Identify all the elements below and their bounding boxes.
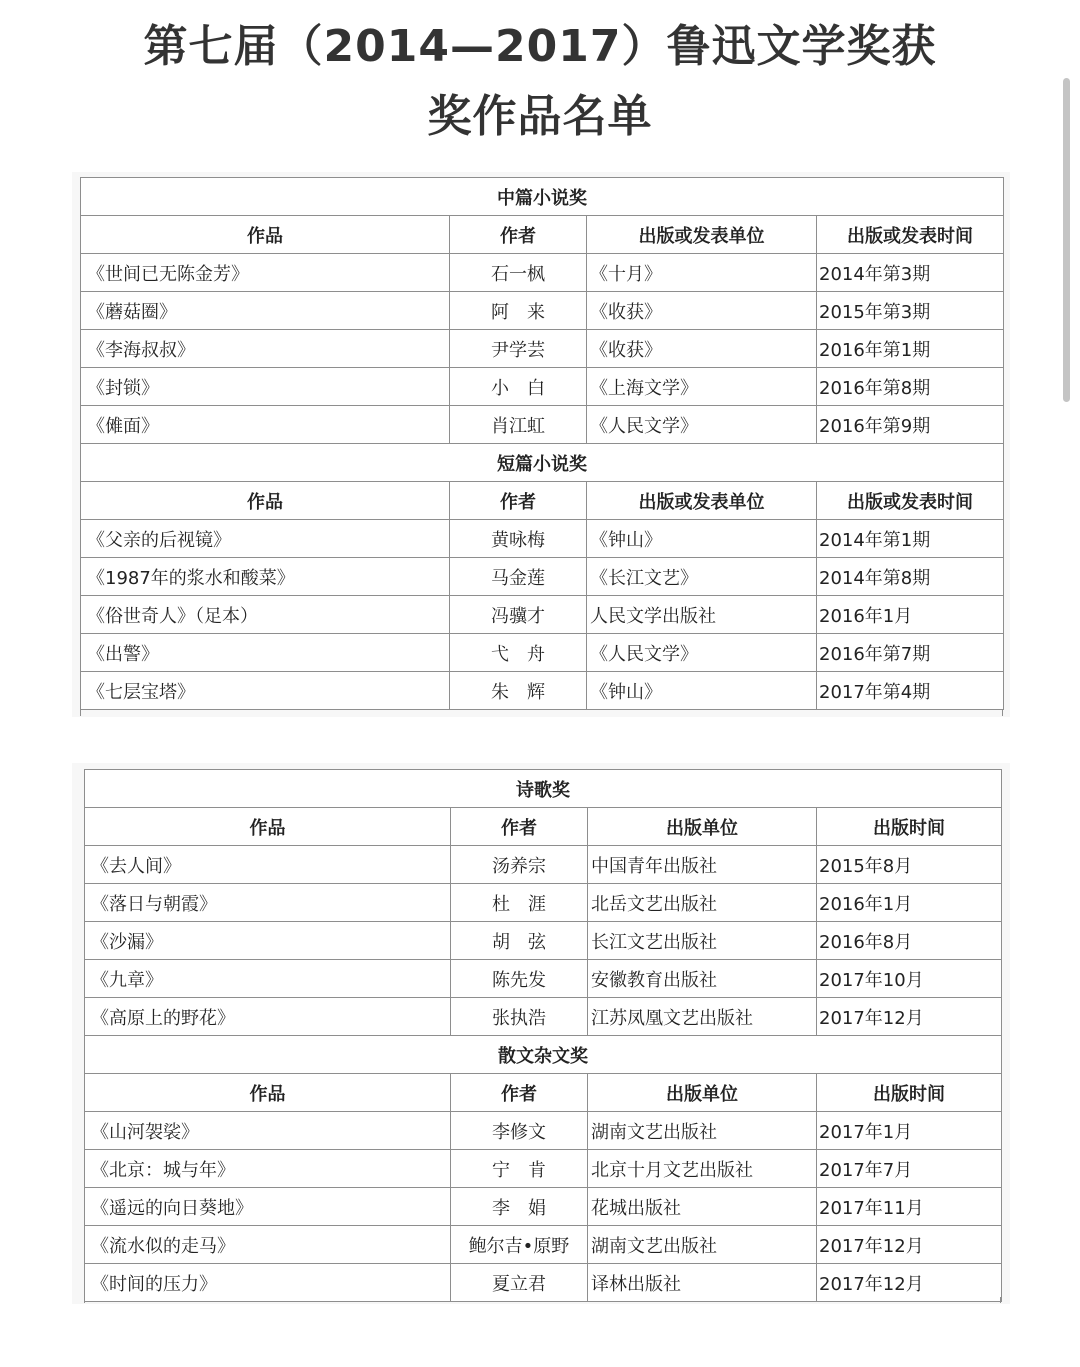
cell-work: 《九章》 [85,960,451,998]
cell-date: 2014年第1期 [817,520,1004,558]
table-row [81,634,1004,672]
cell-publisher: 北京十月文艺出版社 [588,1150,817,1188]
award-table-1 [80,177,1004,710]
header-author: 作者 [450,482,587,520]
cell-date: 2016年第8期 [817,368,1004,406]
cell-work: 《山河袈裟》 [85,1112,451,1150]
cell-author: 黄咏梅 [450,520,587,558]
cell-work: 《俗世奇人》（足本） [81,596,450,634]
cell-date: 2014年第3期 [817,254,1004,292]
header-date: 出版或发表时间 [817,482,1004,520]
header-work: 作品 [85,1074,451,1112]
cell-publisher: 湖南文艺出版社 [588,1112,817,1150]
header-author: 作者 [451,808,588,846]
cell-publisher: 北岳文艺出版社 [588,884,817,922]
cell-date: 2016年第7期 [817,634,1004,672]
table-row [81,254,1004,292]
cell-author: 马金莲 [450,558,587,596]
cell-date: 2016年第1期 [817,330,1004,368]
section-title-row [85,1036,1002,1074]
cell-author: 冯骥才 [450,596,587,634]
table-row [85,1112,1002,1150]
header-publisher: 出版或发表单位 [587,482,817,520]
cell-publisher: 中国青年出版社 [588,846,817,884]
table-row [81,406,1004,444]
header-author: 作者 [450,216,587,254]
cell-date: 2017年1月 [817,1112,1002,1150]
cell-date: 2017年7月 [817,1150,1002,1188]
cell-publisher: 《钟山》 [587,520,817,558]
cell-author: 宁 肯 [451,1150,588,1188]
page-title [0,12,1080,152]
cell-date: 2016年第9期 [817,406,1004,444]
cell-publisher: 长江文艺出版社 [588,922,817,960]
cell-publisher: 《收获》 [587,330,817,368]
cell-publisher: 人民文学出版社 [587,596,817,634]
cell-work: 《傩面》 [81,406,450,444]
cell-author: 石一枫 [450,254,587,292]
cell-author: 杜 涯 [451,884,588,922]
cell-work: 《父亲的后视镜》 [81,520,450,558]
cell-work: 《落日与朝霞》 [85,884,451,922]
page-title-line-1: 第七届（2014—2017）鲁迅文学奖获 [143,21,937,72]
cell-publisher: 安徽教育出版社 [588,960,817,998]
table-row [81,558,1004,596]
cell-work: 《七层宝塔》 [81,672,450,710]
cell-author: 胡 弦 [451,922,588,960]
section-title-row [81,444,1004,482]
header-publisher: 出版或发表单位 [587,216,817,254]
table-row [85,1188,1002,1226]
section-title: 诗歌奖 [85,770,1002,808]
section-title-row [81,178,1004,216]
cell-date: 2017年12月 [817,1226,1002,1264]
cell-author: 朱 辉 [450,672,587,710]
cell-date: 2017年12月 [817,998,1002,1036]
header-publisher: 出版单位 [588,808,817,846]
cell-author: 肖江虹 [450,406,587,444]
cell-publisher: 《钟山》 [587,672,817,710]
award-table-2 [84,769,1002,1302]
page-title-line-2: 奖作品名单 [427,91,653,142]
cell-work: 《蘑菇圈》 [81,292,450,330]
section-title: 中篇小说奖 [81,178,1004,216]
table-row [85,846,1002,884]
cell-author: 张执浩 [451,998,588,1036]
cell-date: 2015年第3期 [817,292,1004,330]
cell-work: 《李海叔叔》 [81,330,450,368]
cell-author: 陈先发 [451,960,588,998]
cell-publisher: 江苏凤凰文艺出版社 [588,998,817,1036]
header-row [81,482,1004,520]
header-work: 作品 [81,482,450,520]
table-1-tail [80,710,1003,716]
cell-work: 《遥远的向日葵地》 [85,1188,451,1226]
table-row [81,330,1004,368]
cell-publisher: 《人民文学》 [587,406,817,444]
cell-work: 《去人间》 [85,846,451,884]
cell-date: 2016年1月 [817,596,1004,634]
cell-work: 《封锁》 [81,368,450,406]
cell-date: 2017年11月 [817,1188,1002,1226]
cell-publisher: 花城出版社 [588,1188,817,1226]
header-date: 出版时间 [817,808,1002,846]
cell-work: 《流水似的走马》 [85,1226,451,1264]
cell-author: 李 娟 [451,1188,588,1226]
cell-publisher: 湖南文艺出版社 [588,1226,817,1264]
cell-date: 2014年第8期 [817,558,1004,596]
vertical-scrollbar[interactable] [1063,78,1070,402]
cell-author: 阿 来 [450,292,587,330]
cell-date: 2015年8月 [817,846,1002,884]
table-row [81,672,1004,710]
cell-author: 汤养宗 [451,846,588,884]
table-row [81,596,1004,634]
cell-date: 2016年1月 [817,884,1002,922]
table-row [85,998,1002,1036]
table-row [81,368,1004,406]
header-work: 作品 [81,216,450,254]
table-row [85,960,1002,998]
cell-work: 《北京：城与年》 [85,1150,451,1188]
table-row [81,292,1004,330]
cell-publisher: 《人民文学》 [587,634,817,672]
cell-author: 鲍尔吉•原野 [451,1226,588,1264]
table-row [81,520,1004,558]
table-2-tail [84,1297,1001,1303]
cell-work: 《出警》 [81,634,450,672]
cell-author: 李修文 [451,1112,588,1150]
cell-publisher: 《长江文艺》 [587,558,817,596]
table-row [85,922,1002,960]
section-title: 短篇小说奖 [81,444,1004,482]
cell-work: 《世间已无陈金芳》 [81,254,450,292]
section-title: 散文杂文奖 [85,1036,1002,1074]
table-row [85,1226,1002,1264]
cell-date: 2017年10月 [817,960,1002,998]
cell-work: 《高原上的野花》 [85,998,451,1036]
cell-work: 《1987年的浆水和酸菜》 [81,558,450,596]
cell-work: 《沙漏》 [85,922,451,960]
header-date: 出版或发表时间 [817,216,1004,254]
cell-publisher: 《上海文学》 [587,368,817,406]
cell-author: 尹学芸 [450,330,587,368]
header-publisher: 出版单位 [588,1074,817,1112]
header-author: 作者 [451,1074,588,1112]
cell-date: 2016年8月 [817,922,1002,960]
header-row [85,808,1002,846]
cell-date: 2017年12月 [817,1264,1002,1302]
cell-publisher: 译林出版社 [588,1264,817,1302]
cell-publisher: 《收获》 [587,292,817,330]
header-date: 出版时间 [817,1074,1002,1112]
header-work: 作品 [85,808,451,846]
table-row [85,1264,1002,1302]
header-row [85,1074,1002,1112]
cell-date: 2017年第4期 [817,672,1004,710]
cell-author: 小 白 [450,368,587,406]
cell-author: 夏立君 [451,1264,588,1302]
cell-author: 弋 舟 [450,634,587,672]
cell-work: 《时间的压力》 [85,1264,451,1302]
table-row [85,1150,1002,1188]
section-title-row [85,770,1002,808]
header-row [81,216,1004,254]
cell-publisher: 《十月》 [587,254,817,292]
table-row [85,884,1002,922]
